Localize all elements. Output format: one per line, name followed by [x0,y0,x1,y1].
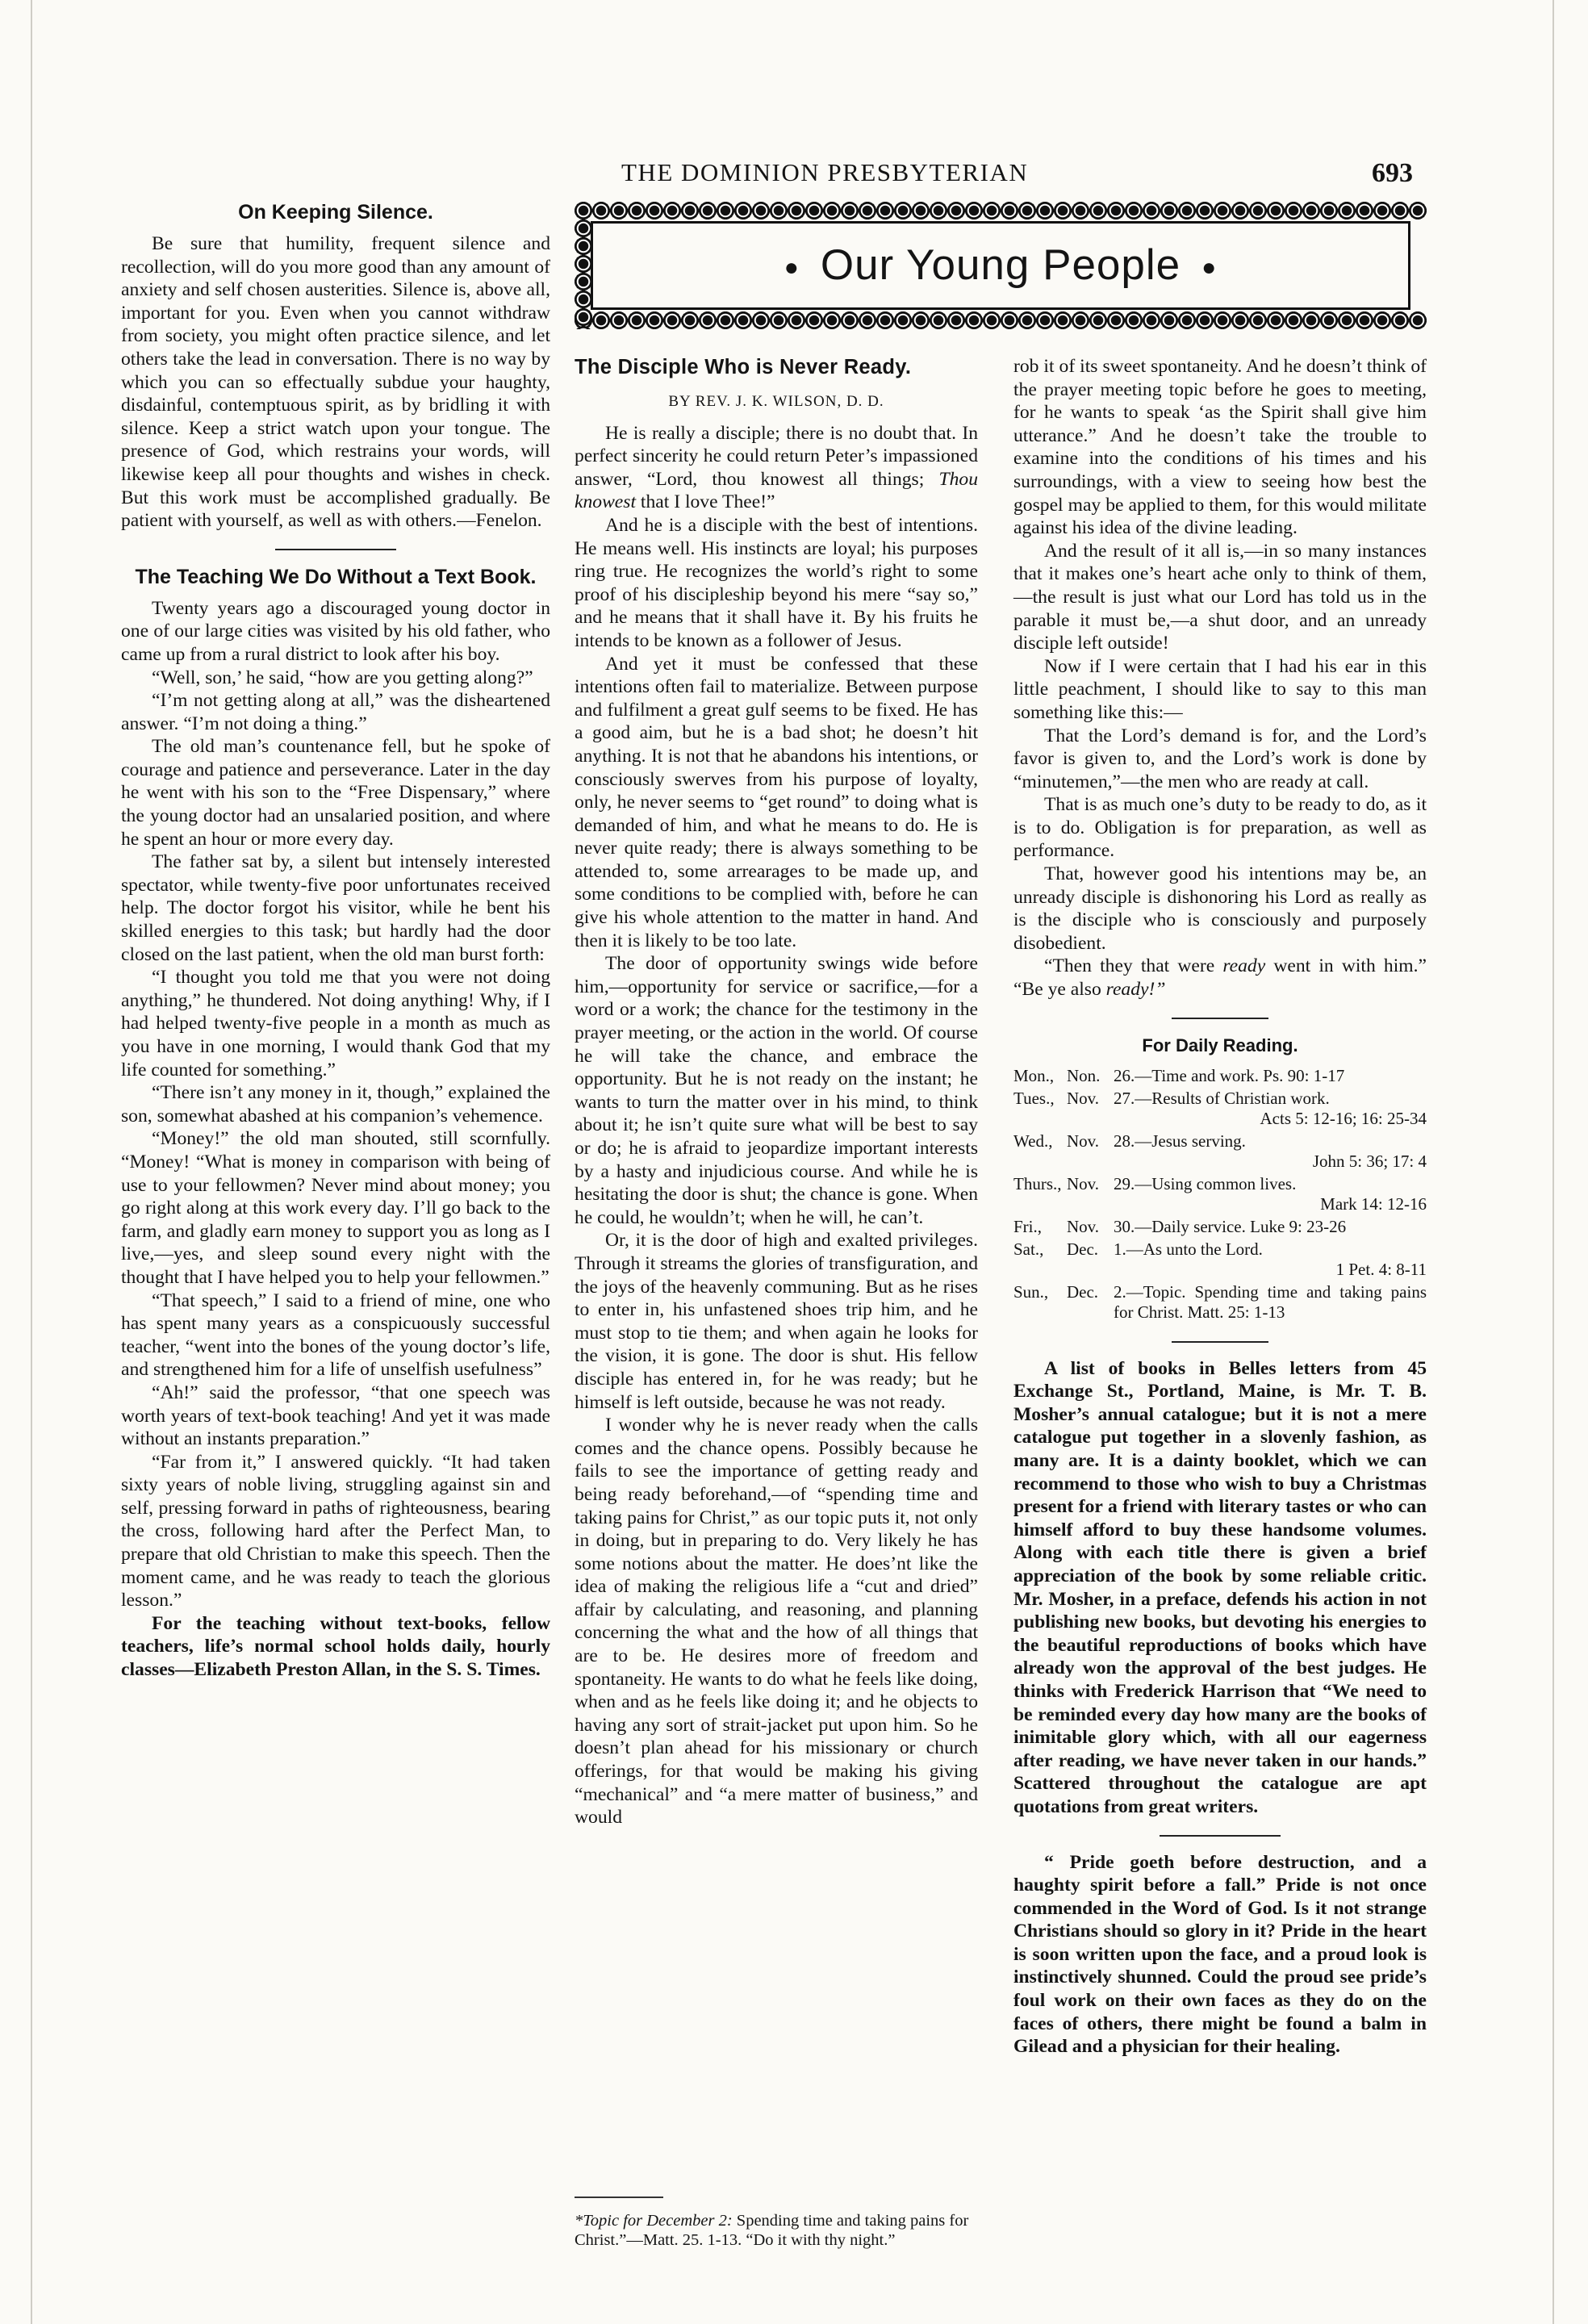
paragraph: And he is a disciple with the best of intentions. He means well. His instincts are loyal; his purposes ring true. He recognizes the world’s right to some proof of his discipleship beyond his mere “say so,” and he means that it shall have it. By his fruits he intends to be known as a follower of Jesus. [575,514,978,651]
reading-row [1013,1131,1427,1174]
paragraph: Or, it is the door of high and exalted privileges. Through it streams the glories of transfiguration, and the joys of the heavenly communing. But as he rises to enter in, his unfastened shoes trip him, and he must stop to tie them; and when again he looks for the vision, it is gone. The door is shut. His fellow disciple has entered in, for he was ready; but he himself is left outside, because he was not ready. [575,1230,978,1413]
paragraph: The door of opportunity swings wide before him,—opportunity for service or sacrifice,—for a word or a work; the chance for the testimony in the prayer meeting, or the action in the world. Of course he will take the chance, and embrace the opportunity. But he is not ready on the instant; he wants to turn the matter over in his mind, to think about it; he isn’t quite sure what will be best to say or do; he is afraid to jeopardize important interests by a hasty and injudicious course. And while he is hesitating the door is shut; the chance is gone. When he could, he wouldn’t; when he will, he can’t. [575,953,978,1228]
reading-text: 26.—Time and work. Ps. 90: 1-17 [1114,1065,1345,1085]
reading-month: Nov. [1067,1216,1100,1236]
reading-row [1013,1282,1427,1325]
reading-reference: Acts 5: 12-16; 16: 25-34 [1260,1108,1427,1128]
reading-day: Thurs., [1013,1173,1062,1193]
running-head: THE DOMINION PRESBYTERIAN [621,158,1029,186]
emphasis: ready!” [1105,979,1166,1001]
reading-text: 29.—Using common lives. Mark 14: 12-16 [1114,1173,1427,1214]
daily-reading-table [1013,1066,1427,1325]
reading-row [1013,1089,1427,1131]
reading-text: 1.—As unto the Lord. 1 Pet. 4: 8-11 [1114,1239,1427,1279]
paragraph: “I thought you told me that you were not doing anything,” he thundered. Not doing anything! Why, if I had helped twenty-five people in a month as much as you have in one morning, I would thank God that my life counted for something.” [121,967,550,1080]
paragraph: Be sure that humility, frequent silence and recollection, will do you more good than any amount of anxiety and self chosen austerities. Silence is, above all, important for you. Even when you cannot withdraw from society, you might often practice silence, and let others take the lead in conversation. There is no way by which you can so effectually subdue your haughty, disdainful, contemptuous spirit, as by bridling it with silence. Keep a strict watch upon your tongue. The presence of God, which restrains your words, will likewise keep all pour thoughts and wishes in check. But this work must be accomplished gradually. Be patient with yourself, as well as with others.—Fenelon. [121,233,550,532]
page-number: 693 [1372,158,1413,188]
column-middle [575,355,978,1829]
paragraph [1013,955,1427,1001]
reading-month: Nov. [1067,1173,1100,1193]
text-run: He is really a disciple; there is no doubt that. In perfect sincerity he could return Peter’s impassioned answer, “Lord, thou knowest all things; [575,422,978,490]
footnote [575,2211,978,2250]
reading-month: Non. [1067,1065,1101,1085]
reading-row [1013,1239,1427,1282]
reading-row [1013,1174,1427,1217]
paragraph: For the teaching without text-books, fellow teachers, life’s normal school holds daily, hourly classes—Elizabeth Preston Allan, in the S. S. Times. [121,1612,550,1681]
reading-day: Fri., [1013,1216,1043,1236]
paragraph: “There isn’t any money in it, though,” explained the son, somewhat abashed at his companion’s vehemence. [121,1082,550,1126]
reading-month: Nov. [1067,1131,1100,1151]
bullet-icon: ● [1201,254,1218,281]
section-banner [575,202,1427,329]
reading-text: 27.—Results of Christian work. Acts 5: 12-16; 16: 25-34 [1114,1088,1427,1128]
bullet-icon: ● [784,254,800,281]
byline: BY REV. J. K. WILSON, D. D. [668,393,884,410]
text-run: went in with him.” “Be ye also [1013,955,1427,1001]
daily-reading-title: For Daily Reading. [1142,1035,1298,1055]
article-title-keeping-silence: On Keeping Silence. [238,201,433,224]
reading-day: Mon., [1013,1065,1055,1085]
reading-day: Wed., [1013,1131,1053,1151]
paragraph: And yet it must be confessed that these intentions often fail to materialize. Between purpose and fulfilment a great gulf seems to be fixed. He has a good aim, but he is a bad shot; he doesn’t hit anything. It is not that he abandons his intentions, or consciously swerves from his purpose of loyalty, only, he never seems to “get round” to doing what is demanded of him, and what he means to do. He is never quite ready; there is always something to be attended to, some arrearages to be made up, and some conditions to be complied with, before he can give his whole attention to the matter in hand. And then it is likely to be too late. [575,653,978,951]
divider [1172,1018,1268,1019]
divider [1160,1835,1281,1837]
page-edge-right [1552,0,1554,2324]
paragraph: “That speech,” I said to a friend of mine, one who has spent many years as a conspicuously successful teacher, “went into the bones of the young doctor’s life, and strengthened him for a life of unselfish usefulness” [121,1289,550,1381]
banner-title-row [575,240,1427,290]
footnote-label: *Topic for December 2: [575,2212,733,2230]
footnote-text: Spending time and taking pains for Christ.”—Matt. 25. 1-13. “Do it with thy night.” [575,2212,969,2249]
reading-reference: John 5: 36; 17: 4 [1312,1151,1427,1171]
reading-month: Dec. [1067,1281,1099,1302]
reading-day: Sun., [1013,1281,1049,1302]
paragraph: That the Lord’s demand is for, and the Lord’s favor is given to, and the Lord’s work is done by “minutemen,”—the men who are ready at call. [1013,725,1427,792]
reading-day: Sat., [1013,1239,1044,1259]
reading-row [1013,1066,1427,1089]
text-run: “Then they that were [1044,955,1223,977]
reading-text: 28.—Jesus serving. John 5: 36; 17: 4 [1114,1131,1427,1171]
paragraph [575,422,978,514]
reading-reference: 1 Pet. 4: 8-11 [1335,1259,1427,1279]
paragraph: That is as much one’s duty to be ready to do, as it is to do. Obligation is for preparation, as well as performance. [1013,794,1427,862]
reading-day: Tues., [1013,1088,1055,1108]
reading-row [1013,1217,1427,1239]
paragraph: “Far from it,” I answered quickly. “It had taken sixty years of noble living, struggling against sin and self, pressing forward in paths of righteousness, bearing the cross, following hard after the Perfect Man, to prepare that old Christian to make this speech. Then the moment came, and he was ready to teach the glorious lesson.” [121,1451,550,1611]
paragraph: “Money!” the old man shouted, still scornfully. “Money! “What is money in comparison with being of use to your fellowmen? Never mind about money; you go right along at this work every day. I’ll go back to the farm, and gladly earn money to support you as long as I live,—yes, and sleep sound every night with the thought that I have helped you to help your fellowmen.” [121,1128,550,1288]
emphasis: ready [1222,955,1266,977]
page-edge-left [31,0,32,2324]
divider [1172,1341,1268,1343]
reading-text: 2.—Topic. Spending time and taking pains for Christ. Matt. 25: 1-13 [1114,1281,1427,1322]
article-title-disciple: The Disciple Who is Never Ready. [575,356,912,378]
paragraph: I wonder why he is never ready when the calls comes and the chance opens. Possibly because he fails to see the importance of getting ready and being ready beforehand,—of “spending time and taking pains for Christ,” as our topic puts it, not only in doing, but in preparing to do. Very likely he has some notions about the matter. He does’nt like the idea of making the religious life a “cut and dried” affair by calculating, and reasoning, and planning concerning the what and the how of all things that are to be. He desires more of freedom and spontaneity. He wants to do what he feels like doing, when and as he feels like doing it; and he objects to having any sort of strait-jacket put upon him. So he doesn’t plan ahead for his missionary or church offerings, for that would be making his giving “mechanical” and “a mere matter of business,” and would [575,1415,978,1829]
section-title: Our Young People [820,241,1181,289]
divider [275,549,396,550]
paragraph: “Well, son,’ he said, “how are you getting along?” [152,667,533,688]
column-right [1013,355,1427,2059]
emphasis: Thou knowest [575,468,978,513]
reading-text: 30.—Daily service. Luke 9: 23-26 [1114,1216,1347,1236]
paragraph: The old man’s countenance fell, but he spoke of courage and patience and perseverance. Later in the day he went with his son to the “Free Dispensary,” where the young doctor had an unsalaried position, and where he spent an hour or more every day. [121,736,550,850]
reading-reference: Mark 14: 12-16 [1320,1193,1427,1214]
paragraph: “ Pride goeth before destruction, and a haughty spirit before a fall.” Pride is not once commended in the Word of God. Is it not strange Christians should so glory in it? Pride in the heart is soon written upon the face, and a proud look is instinctively shunned. Could the proud see pride’s foul work on their own faces as they do on the faces of others, there might be found a balm in Gilead and a physician for their healing. [1013,1851,1427,2058]
paragraph: rob it of its sweet spontaneity. And he doesn’t think of the prayer meeting topic before he goes to meeting, for he wants to speak ‘as the Spirit shall give him utterance.” And he doesn’t take the trouble to examine into the conditions of his times and his surroundings, with a view to seeing how best the gospel may be applied to them, for this would militate against his idea of the divine leading. [1013,356,1427,539]
paragraph: That, however good his intentions may be, an unready disciple is dishonoring his Lord as really as is the disciple who is consciously and purposely disobedient. [1013,863,1427,954]
banner-dot-border-bottom [575,311,1427,329]
column-left [121,200,550,1682]
paragraph: “I’m not getting along at all,” was the disheartened answer. “I’m not doing a thing.” [121,690,550,734]
paragraph: A list of books in Belles letters from 45 Exchange St., Portland, Maine, is Mr. T. B. Mosher’s annual catalogue; but it is not a mere catalogue put together in a slovenly fashion, as many are. It is a dainty booklet, which we can recommend to those who wish to buy a Christmas present for a friend with literary tastes or who can himself afford to buy these handsome volumes. Along with each title there is given a brief appreciation of the book by some reliable critic. Mr. Mosher, in a preface, defends his action in not publishing new books, but devoting his energies to the beautiful reproductions of books which have already won the approval of the best judges. He thinks with Frederick Harrison that “We need to be reminded every day how many are the books of inimitable glory which, with all our eagerness after reading, we have never taken in our hands.” Scattered throughout the catalogue are apt quotations from great writers. [1013,1357,1427,1817]
paragraph: The father sat by, a silent but intensely interested spectator, while twenty-five poor unfortunates received help. The doctor forgot his visitor, while he bent his skilled energies to this task; but hardly had the door closed on the last patient, when the old man burst forth: [121,851,550,965]
footnote-divider [575,2197,663,2198]
reading-month: Nov. [1067,1088,1100,1108]
banner-dot-border-top [575,202,1427,219]
paragraph: Twenty years ago a discouraged young doctor in one of our large cities was visited by his old father, who came up from a rural district to look after his boy. [121,597,550,665]
text-run: that I love Thee!” [636,491,775,513]
paragraph: “Ah!” said the professor, “that one speech was worth years of text-book teaching! And yet it was made without an instants preparation.” [121,1381,550,1450]
paragraph: Now if I were certain that I had his ear in this little peachment, I should like to say to this man something like this:— [1013,655,1427,723]
reading-month: Dec. [1067,1239,1099,1259]
article-title-teaching: The Teaching We Do Without a Text Book. [135,565,537,588]
paragraph: And the result of it all is,—in so many instances that it makes one’s heart ache only to think of them,—the result is just what our Lord has told us in the parable it must be,—a shut door, and an unready disciple left outside! [1013,540,1427,654]
